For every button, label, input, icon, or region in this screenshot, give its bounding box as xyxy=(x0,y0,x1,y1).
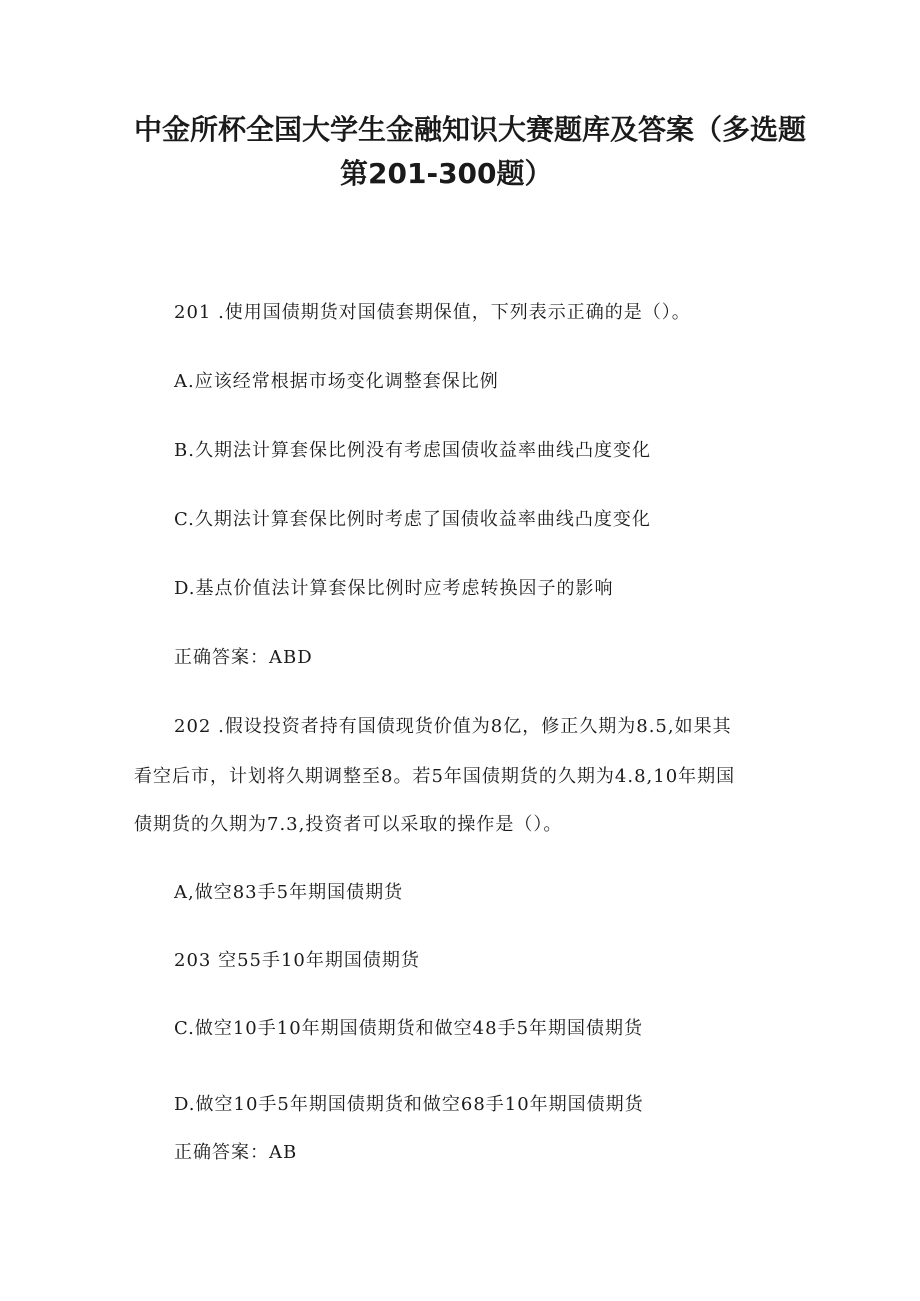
question-202-option-c: C.做空10手10年期国债期货和做空48手5年期国债期货 xyxy=(174,1018,644,1039)
question-201-option-b: B.久期法计算套保比例没有考虑国债收益率曲线凸度变化 xyxy=(174,440,651,461)
question-201-option-a: A.应该经常根据市场变化调整套保比例 xyxy=(174,371,499,392)
question-202-option-a: A,做空83手5年期国债期货 xyxy=(174,882,404,903)
document-title-line-2: 第201-300题） xyxy=(340,157,553,190)
question-201-stem: 201 .使用国债期货对国债套期保值，下列表示正确的是（）。 xyxy=(174,302,691,323)
question-202-option-b: 203 空55手10年期国债期货 xyxy=(174,950,420,971)
question-201-option-c: C.久期法计算套保比例时考虑了国债收益率曲线凸度变化 xyxy=(174,509,651,530)
question-202-stem-line-1: 202 .假设投资者持有国债现货价值为8亿，修正久期为8.5,如果其 xyxy=(174,716,732,737)
question-202-answer: 正确答案：AB xyxy=(174,1142,298,1163)
question-202-stem-line-2: 看空后市，计划将久期调整至8。若5年国债期货的久期为4.8,10年期国 xyxy=(134,766,736,787)
question-202-option-d: D.做空10手5年期国债期货和做空68手10年期国债期货 xyxy=(174,1094,644,1115)
question-201-option-d: D.基点价值法计算套保比例时应考虑转换因子的影响 xyxy=(174,578,614,599)
document-title-line-1: 中金所杯全国大学生金融知识大赛题库及答案（多选题 xyxy=(134,113,807,146)
question-202-stem-line-3: 债期货的久期为7.3,投资者可以采取的操作是（）。 xyxy=(134,814,563,835)
question-201-answer: 正确答案：ABD xyxy=(174,647,313,668)
